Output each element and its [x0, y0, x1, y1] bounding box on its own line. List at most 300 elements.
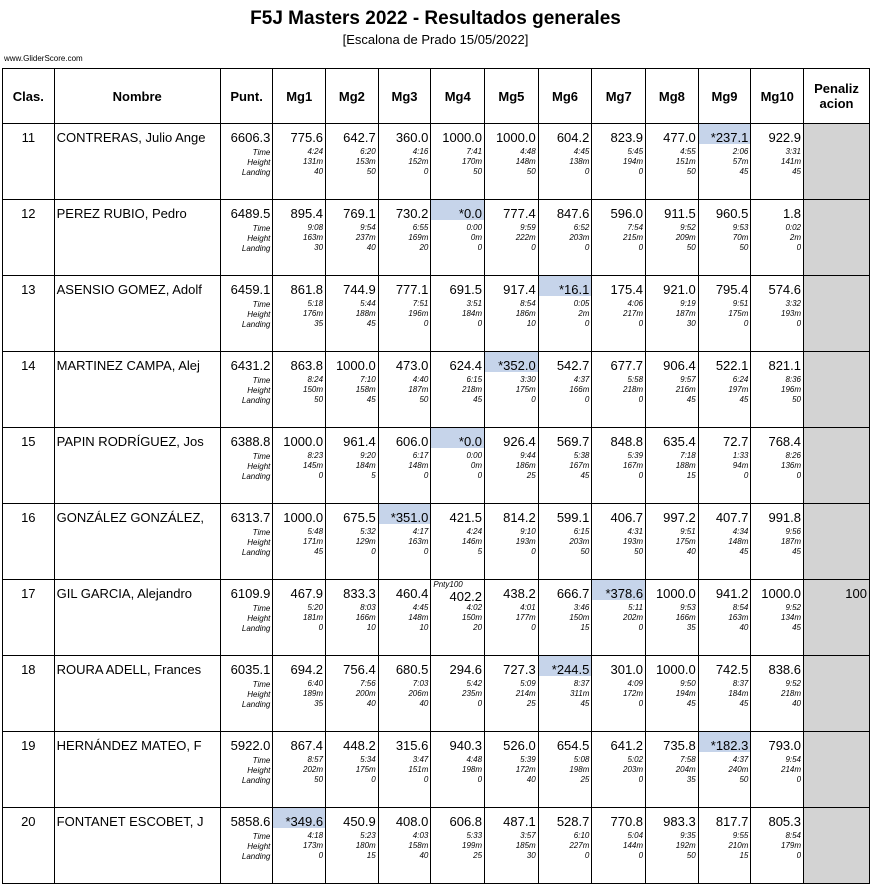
round-cell — [751, 808, 804, 884]
detail-labels — [221, 148, 271, 178]
round-height: 153m — [355, 157, 376, 166]
round-cell — [326, 276, 379, 352]
round-score: 526.0 — [503, 738, 536, 753]
round-score: 1000.0 — [495, 130, 536, 145]
round-details — [379, 527, 429, 557]
round-cell — [273, 276, 326, 352]
round-height: 185m — [515, 841, 536, 850]
round-height: 170m — [462, 157, 483, 166]
round-landing: 50 — [686, 243, 696, 252]
round-landing: 35 — [686, 623, 696, 632]
detail-labels — [221, 300, 271, 330]
round-cell — [485, 352, 539, 428]
rank-cell: 20 — [3, 808, 55, 884]
round-details — [431, 679, 482, 709]
round-landing: 30 — [686, 319, 696, 328]
round-score: *351.0 — [378, 504, 431, 524]
round-time: 5:45 — [627, 147, 644, 156]
round-details — [485, 527, 536, 557]
round-cell — [326, 656, 379, 732]
round-time: 7:18 — [680, 451, 696, 460]
rank-cell: 12 — [3, 200, 55, 276]
round-height: 173m — [303, 841, 324, 850]
round-landing: 45 — [792, 623, 802, 632]
round-height: 193m — [781, 309, 802, 318]
round-landing: 45 — [739, 395, 749, 404]
round-details — [326, 755, 376, 785]
total-points: 6489.5 — [230, 206, 271, 221]
round-height: 0m — [470, 233, 483, 242]
round-landing: 0 — [584, 319, 590, 328]
round-height: 150m — [462, 613, 483, 622]
round-landing: 40 — [526, 775, 536, 784]
round-time: 4:40 — [412, 375, 429, 384]
round-time: 9:52 — [785, 679, 802, 688]
round-cell — [538, 276, 592, 352]
round-landing: 15 — [580, 623, 590, 632]
round-cell — [698, 656, 751, 732]
round-time: 4:48 — [466, 755, 483, 764]
round-time: 5:20 — [307, 603, 324, 612]
table-row — [3, 580, 870, 656]
round-score: 1000.0 — [283, 510, 324, 525]
round-details — [646, 527, 696, 557]
round-details — [326, 527, 376, 557]
round-cell — [326, 124, 379, 200]
round-height: 216m — [675, 385, 696, 394]
round-details — [751, 375, 801, 405]
round-details — [539, 527, 590, 557]
round-time: 8:36 — [785, 375, 802, 384]
round-score: 917.4 — [503, 282, 536, 297]
round-landing: 40 — [792, 699, 802, 708]
round-landing: 0 — [371, 775, 376, 784]
round-height: 163m — [408, 537, 429, 546]
round-time: 7:54 — [627, 223, 644, 232]
total-points-cell — [220, 732, 273, 808]
round-score: 596.0 — [610, 206, 644, 221]
round-score: 961.4 — [343, 434, 376, 449]
round-details — [646, 299, 696, 329]
round-height: 0m — [470, 461, 483, 470]
round-time: 4:37 — [732, 755, 749, 764]
round-cell — [538, 504, 592, 580]
round-time: 9:53 — [732, 223, 749, 232]
round-height: 215m — [623, 233, 644, 242]
round-score: 1.8 — [782, 206, 802, 221]
round-score: 821.1 — [768, 358, 802, 373]
round-landing: 25 — [526, 471, 536, 480]
round-score: 730.2 — [395, 206, 429, 221]
round-cell — [538, 124, 592, 200]
round-landing: 30 — [314, 243, 324, 252]
round-landing: 50 — [419, 395, 429, 404]
round-time: 9:51 — [732, 299, 749, 308]
round-time: 7:03 — [412, 679, 429, 688]
round-score: 817.7 — [715, 814, 749, 829]
round-landing: 0 — [477, 775, 483, 784]
height-label: Height — [247, 462, 271, 471]
header-row — [3, 69, 870, 124]
header-mg6: Mg6 — [538, 69, 592, 124]
round-height: 180m — [355, 841, 376, 850]
round-time: 5:44 — [360, 299, 376, 308]
round-time: 9:50 — [680, 679, 696, 688]
header-mg9: Mg9 — [698, 69, 751, 124]
round-time: 4:16 — [412, 147, 429, 156]
round-height: 150m — [303, 385, 324, 394]
round-details — [592, 147, 643, 177]
round-details — [646, 223, 696, 253]
table-row — [3, 124, 870, 200]
header-mg10: Mg10 — [751, 69, 804, 124]
round-height: 194m — [675, 689, 696, 698]
round-details — [699, 603, 749, 633]
round-landing: 45 — [686, 395, 696, 404]
round-landing: 0 — [423, 319, 429, 328]
round-details — [431, 755, 482, 785]
round-cell — [273, 504, 326, 580]
pilot-name-cell: FONTANET ESCOBET, J — [54, 808, 220, 884]
round-height: 145m — [303, 461, 324, 470]
round-details — [326, 375, 376, 405]
round-landing: 20 — [473, 623, 483, 632]
round-time: 6:10 — [573, 831, 590, 840]
round-details — [646, 831, 696, 861]
round-time: 6:55 — [412, 223, 429, 232]
round-time: 9:08 — [307, 223, 324, 232]
round-landing: 0 — [531, 395, 536, 404]
landing-label: Landing — [241, 700, 271, 709]
header-punt: Punt. — [220, 69, 273, 124]
round-cell — [378, 428, 431, 504]
round-time: 6:40 — [307, 679, 324, 688]
round-time: 4:37 — [573, 375, 590, 384]
round-landing: 50 — [634, 547, 644, 556]
total-points-cell — [220, 276, 273, 352]
round-landing: 0 — [318, 471, 324, 480]
round-landing: 40 — [419, 699, 429, 708]
round-cell — [538, 808, 592, 884]
round-details — [326, 147, 376, 177]
round-cell — [485, 428, 539, 504]
round-details — [539, 831, 590, 861]
time-label: Time — [252, 832, 271, 841]
round-cell — [698, 732, 751, 808]
round-details — [273, 679, 323, 709]
total-points-cell — [220, 580, 273, 656]
round-details — [539, 679, 590, 709]
total-points-cell — [220, 504, 273, 580]
round-cell — [431, 732, 485, 808]
round-time: 3:47 — [412, 755, 429, 764]
round-landing: 50 — [686, 167, 696, 176]
round-score: 727.3 — [503, 662, 536, 677]
pilot-name-cell: GIL GARCIA, Alejandro — [54, 580, 220, 656]
round-score: *244.5 — [538, 656, 592, 676]
round-landing: 35 — [686, 775, 696, 784]
total-points-cell — [220, 352, 273, 428]
round-landing: 0 — [318, 623, 324, 632]
round-cell — [698, 504, 751, 580]
round-details — [539, 147, 590, 177]
round-score: 604.2 — [556, 130, 590, 145]
round-landing: 35 — [314, 319, 324, 328]
round-cell — [431, 200, 485, 276]
round-details — [273, 527, 323, 557]
round-cell — [751, 580, 804, 656]
round-height: 148m — [408, 461, 429, 470]
round-details — [751, 603, 801, 633]
round-cell — [592, 428, 646, 504]
round-height: 222m — [515, 233, 536, 242]
landing-label: Landing — [241, 168, 271, 177]
round-score: 847.6 — [556, 206, 590, 221]
round-time: 8:26 — [785, 451, 802, 460]
round-score: 1000.0 — [655, 586, 696, 601]
round-details — [539, 299, 590, 329]
round-score: 744.9 — [343, 282, 376, 297]
round-details — [592, 603, 643, 633]
height-label: Height — [247, 766, 271, 775]
rank-cell: 16 — [3, 504, 55, 580]
round-cell — [592, 732, 646, 808]
round-cell — [538, 580, 592, 656]
total-points-cell — [220, 656, 273, 732]
round-landing: 0 — [796, 775, 802, 784]
landing-label: Landing — [241, 548, 271, 557]
round-details — [379, 831, 429, 861]
round-height: 166m — [675, 613, 696, 622]
round-landing: 50 — [473, 167, 483, 176]
table-row — [3, 808, 870, 884]
round-landing: 35 — [314, 699, 324, 708]
height-label: Height — [247, 842, 271, 851]
round-height: 163m — [303, 233, 324, 242]
header-penalizacion: Penaliz acion — [804, 69, 870, 124]
rank-cell: 19 — [3, 732, 55, 808]
round-landing: 45 — [314, 547, 324, 556]
round-score: 983.3 — [663, 814, 696, 829]
round-landing: 0 — [638, 243, 644, 252]
round-height: 188m — [355, 309, 376, 318]
round-details — [699, 299, 749, 329]
round-height: 184m — [728, 689, 749, 698]
round-time: 5:23 — [360, 831, 376, 840]
total-points: 6109.9 — [230, 586, 271, 601]
round-time: 0:02 — [785, 223, 802, 232]
round-height: 177m — [515, 613, 536, 622]
round-landing: 0 — [423, 167, 429, 176]
round-time: 9:54 — [785, 755, 802, 764]
round-height: 136m — [781, 461, 802, 470]
round-details — [431, 603, 482, 633]
round-time: 5:58 — [627, 375, 644, 384]
round-details — [592, 527, 643, 557]
round-details — [751, 679, 801, 709]
round-height: 202m — [303, 765, 324, 774]
round-cell — [646, 732, 699, 808]
round-details — [751, 755, 801, 785]
round-score: 477.0 — [663, 130, 696, 145]
round-landing: 50 — [686, 851, 696, 860]
round-time: 4:09 — [627, 679, 644, 688]
round-score: 911.5 — [664, 206, 696, 221]
round-cell — [592, 656, 646, 732]
round-landing: 0 — [638, 775, 644, 784]
round-cell — [646, 200, 699, 276]
round-height: 187m — [408, 385, 429, 394]
round-height: 70m — [732, 233, 749, 242]
round-landing: 20 — [419, 243, 429, 252]
round-details — [485, 679, 536, 709]
round-time: 6:15 — [573, 527, 590, 536]
round-details — [379, 375, 429, 405]
round-landing: 45 — [366, 319, 376, 328]
round-height: 202m — [623, 613, 644, 622]
round-landing: 0 — [743, 471, 749, 480]
round-time: 5:38 — [573, 451, 590, 460]
round-details — [646, 679, 696, 709]
height-label: Height — [247, 158, 271, 167]
round-cell — [273, 580, 326, 656]
round-score: 635.4 — [663, 434, 696, 449]
round-score: 848.8 — [610, 434, 644, 449]
round-details — [592, 299, 643, 329]
round-landing: 0 — [477, 699, 483, 708]
round-score: 777.1 — [395, 282, 429, 297]
round-details — [539, 223, 590, 253]
round-landing: 40 — [686, 547, 696, 556]
round-time: 5:02 — [627, 755, 644, 764]
round-landing: 45 — [739, 699, 749, 708]
round-time: 5:39 — [520, 755, 536, 764]
table-row — [3, 352, 870, 428]
round-score: 528.7 — [556, 814, 590, 829]
round-cell — [592, 580, 646, 656]
round-landing: 0 — [796, 319, 802, 328]
round-details — [699, 679, 749, 709]
round-details — [699, 527, 749, 557]
round-cell — [538, 656, 592, 732]
total-points: 6388.8 — [230, 434, 271, 449]
round-cell — [431, 808, 485, 884]
round-details — [431, 375, 482, 405]
detail-labels — [221, 680, 271, 710]
round-landing: 0 — [423, 547, 429, 556]
rank-cell: 13 — [3, 276, 55, 352]
round-cell — [431, 580, 485, 656]
round-landing: 50 — [580, 547, 590, 556]
round-time: 3:30 — [520, 375, 536, 384]
round-cell — [431, 352, 485, 428]
round-score: 756.4 — [343, 662, 376, 677]
table-row — [3, 276, 870, 352]
round-score: *16.1 — [538, 276, 592, 296]
round-cell — [698, 808, 751, 884]
total-points: 6313.7 — [230, 510, 271, 525]
round-cell — [646, 124, 699, 200]
round-score: 793.0 — [768, 738, 802, 753]
round-landing: 45 — [739, 167, 749, 176]
round-details — [646, 375, 696, 405]
round-time: 5:18 — [307, 299, 324, 308]
round-cell — [326, 732, 379, 808]
round-score: 606.0 — [395, 434, 429, 449]
round-details — [273, 451, 323, 481]
round-time: 5:04 — [627, 831, 644, 840]
round-cell — [646, 352, 699, 428]
round-cell — [485, 124, 539, 200]
round-cell — [538, 352, 592, 428]
round-score: 467.9 — [290, 586, 324, 601]
round-landing: 50 — [792, 395, 802, 404]
round-time: 4:24 — [466, 527, 483, 536]
round-time: 6:52 — [573, 223, 590, 232]
round-landing: 10 — [419, 623, 429, 632]
round-cell — [751, 200, 804, 276]
round-cell — [485, 808, 539, 884]
round-time: 4:24 — [307, 147, 324, 156]
round-score: 1000.0 — [283, 434, 324, 449]
round-score: 921.0 — [663, 282, 696, 297]
round-details — [646, 603, 696, 633]
round-time: 7:41 — [466, 147, 483, 156]
time-label: Time — [252, 224, 271, 233]
round-cell — [378, 732, 431, 808]
round-details — [539, 603, 590, 633]
round-details — [326, 223, 376, 253]
round-landing: 45 — [366, 395, 376, 404]
round-height: 134m — [781, 613, 802, 622]
round-score: 599.1 — [556, 510, 590, 525]
total-points: 5922.0 — [230, 738, 271, 753]
round-time: 9:52 — [680, 223, 696, 232]
round-landing: 0 — [477, 471, 483, 480]
round-time: 5:32 — [360, 527, 376, 536]
round-details — [379, 679, 429, 709]
round-time: 9:56 — [785, 527, 802, 536]
round-score: 823.9 — [610, 130, 644, 145]
round-height: 203m — [569, 233, 590, 242]
header-mg5: Mg5 — [485, 69, 539, 124]
round-details — [485, 451, 536, 481]
round-details — [699, 451, 749, 481]
round-details — [431, 831, 482, 861]
round-score: 1000.0 — [655, 662, 696, 677]
round-cell — [751, 504, 804, 580]
round-landing: 0 — [796, 851, 802, 860]
round-landing: 0 — [743, 319, 749, 328]
round-landing: 0 — [638, 851, 644, 860]
round-details — [699, 831, 749, 861]
round-height: 166m — [355, 613, 376, 622]
round-landing: 15 — [686, 471, 696, 480]
round-score: 922.9 — [768, 130, 802, 145]
round-cell — [485, 200, 539, 276]
round-details — [699, 375, 749, 405]
round-time: 1:33 — [732, 451, 749, 460]
round-time: 4:55 — [680, 147, 696, 156]
round-cell — [698, 124, 751, 200]
page-subtitle: [Escalona de Prado 15/05/2022] — [342, 32, 529, 47]
round-time: 5:34 — [360, 755, 376, 764]
round-cell — [273, 808, 326, 884]
round-score: 777.4 — [503, 206, 536, 221]
round-height: 158m — [408, 841, 429, 850]
total-points: 6606.3 — [230, 130, 271, 145]
round-time: 6:24 — [732, 375, 749, 384]
